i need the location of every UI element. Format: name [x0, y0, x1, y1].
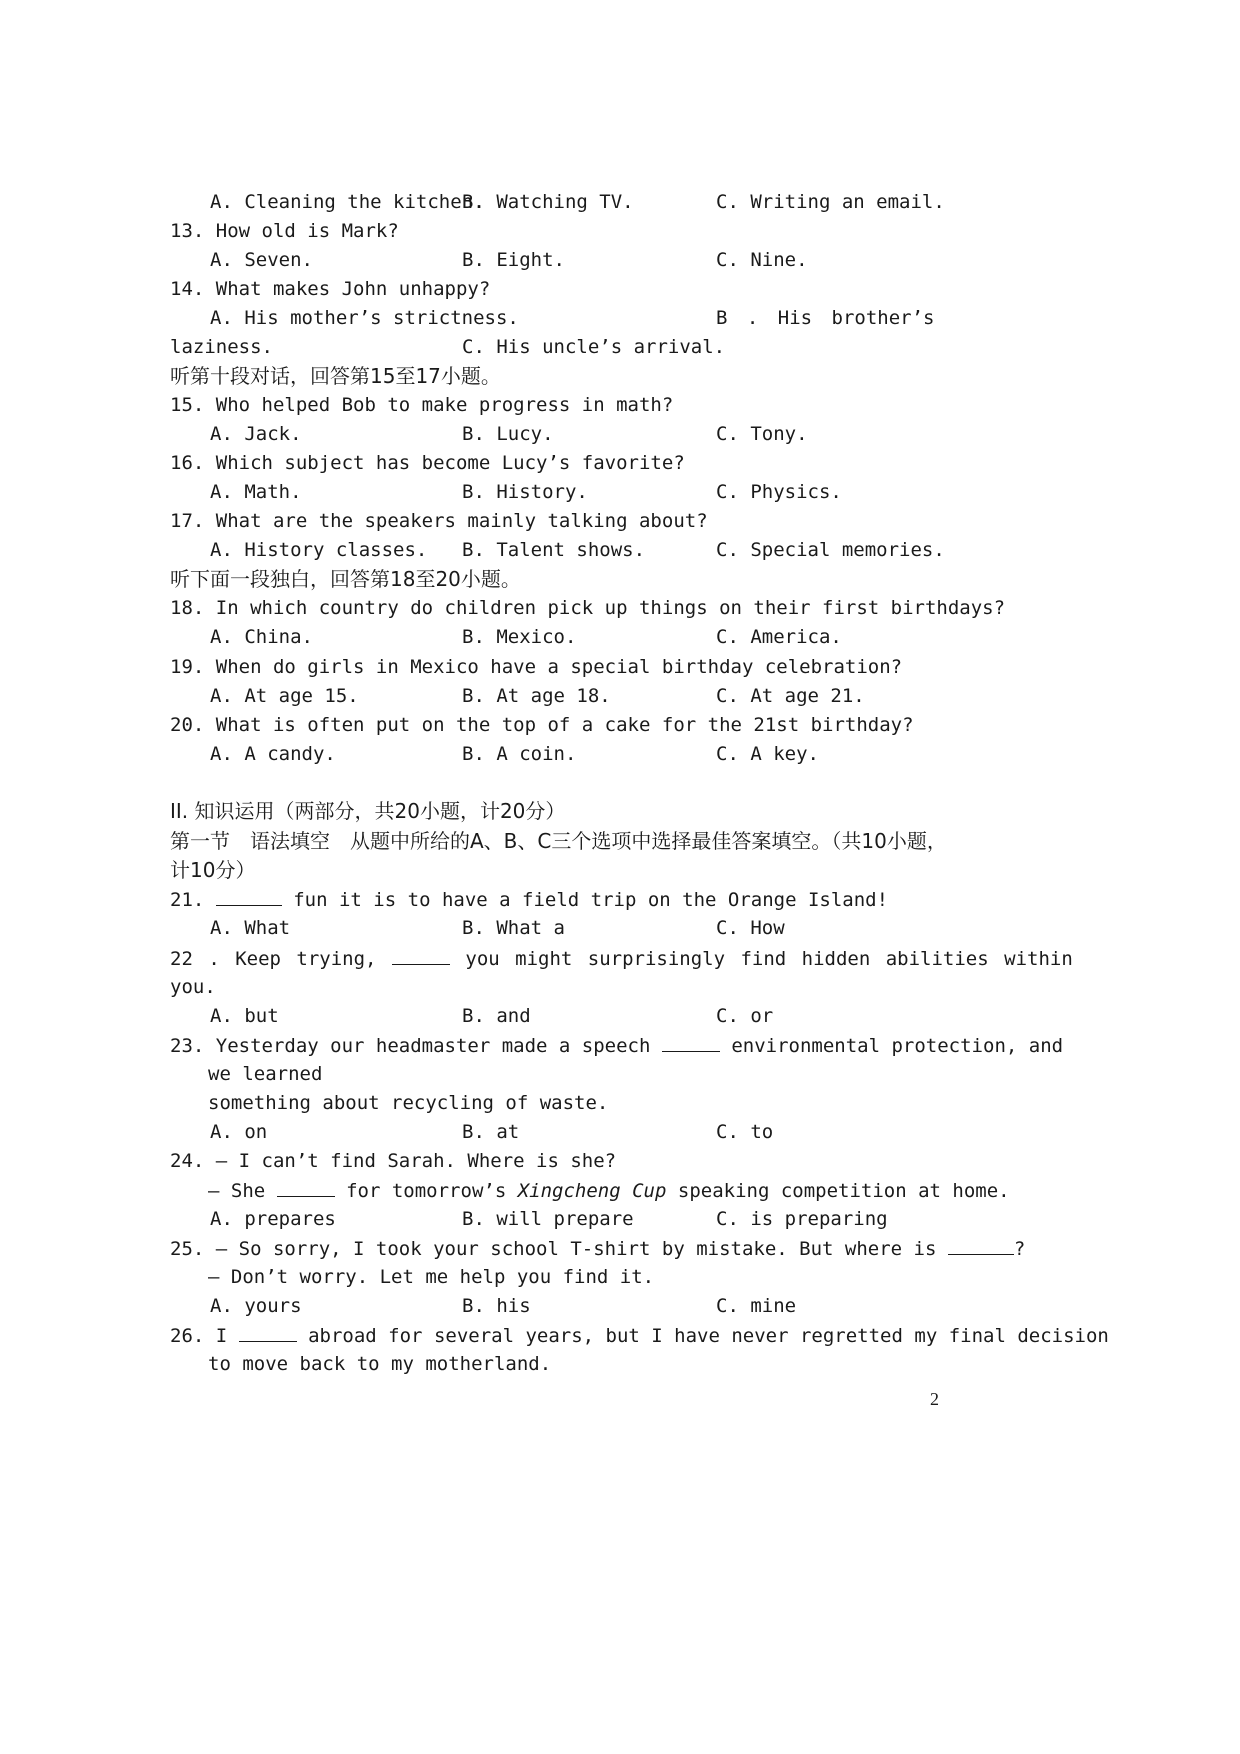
q19-option-b: B. At age 18.	[462, 685, 611, 707]
q15-stem: 15. Who helped Bob to make progress in math?	[170, 394, 674, 416]
q26-stem-cont: to move back to my motherland.	[208, 1353, 552, 1375]
q13-option-b: B. Eight.	[462, 249, 565, 271]
q25-dialogue-line1	[170, 1236, 1025, 1261]
q18-stem: 18. In which country do children pick up things on their first birthdays?	[170, 597, 1006, 619]
q22-option-a: A. but	[210, 1005, 279, 1027]
answer-blank	[239, 1323, 297, 1342]
q24-text-after: speaking competition at home.	[677, 1180, 1010, 1202]
q21-option-a: A. What	[210, 917, 291, 939]
q16-stem: 16. Which subject has become Lucy’s favorite?	[170, 452, 685, 474]
q13-option-a: A. Seven.	[210, 249, 313, 271]
answer-blank	[662, 1033, 720, 1052]
q12-option-a: A. Cleaning the kitchen.	[210, 191, 485, 213]
q21-number: 21.	[170, 889, 205, 911]
q16-option-b: B. History.	[462, 481, 588, 503]
q23-option-b: B. at	[462, 1121, 520, 1143]
q15-option-b: B. Lucy.	[462, 423, 554, 445]
q24-option-a: A. prepares	[210, 1208, 336, 1230]
q20-option-a: A. A candy.	[210, 743, 336, 765]
q23-stem-cont-2: something about recycling of waste.	[208, 1092, 609, 1114]
section1-instruction: 第一节 语法填空 从题中所给的A、B、C三个选项中选择最佳答案填空。（共10小题，	[170, 829, 947, 853]
q26-text-after: abroad for several years, but I have never regretted my final decision	[308, 1325, 1109, 1347]
q24-dialogue-line2	[208, 1178, 1010, 1203]
q21-option-b: B. What a	[462, 917, 565, 939]
q21-stem	[170, 887, 888, 912]
answer-blank	[216, 887, 282, 906]
q22-text-after: you might surprisingly find hidden abilities within	[465, 948, 1073, 970]
q25-text-after: ?	[1013, 1238, 1026, 1260]
q24-text-before: — She	[208, 1180, 266, 1202]
q13-option-c: C. Nine.	[716, 249, 808, 271]
q16-option-a: A. Math.	[210, 481, 302, 503]
q20-stem: 20. What is often put on the top of a cake for the 21st birthday?	[170, 714, 914, 736]
q12-option-c: C. Writing an email.	[716, 191, 945, 213]
q25-option-a: A. yours	[210, 1295, 302, 1317]
q25-option-b: B. his	[462, 1295, 531, 1317]
q17-option-b: B. Talent shows.	[462, 539, 646, 561]
q23-option-a: A. on	[210, 1121, 268, 1143]
q21-option-c: C. How	[716, 917, 785, 939]
q23-text-after: environmental protection, and	[731, 1035, 1064, 1057]
q18-option-b: B. Mexico.	[462, 626, 577, 648]
monologue-instruction: 听下面一段独白，回答第18至20小题。	[170, 567, 521, 591]
q18-option-c: C. America.	[716, 626, 842, 648]
q22-stem-cont: you.	[170, 976, 216, 998]
answer-blank	[392, 946, 450, 965]
answer-blank	[277, 1178, 335, 1197]
q24-text-mid: for tomorrow’s	[346, 1180, 507, 1202]
q26-stem	[170, 1323, 1109, 1348]
q22-stem	[170, 946, 1073, 971]
q24-competition-name: Xingcheng Cup	[517, 1180, 667, 1202]
part2-title: II. 知识运用（两部分，共20小题，计20分）	[170, 799, 566, 823]
q20-option-c: C. A key.	[716, 743, 819, 765]
q23-stem	[170, 1033, 1063, 1058]
q15-option-a: A. Jack.	[210, 423, 302, 445]
q24-option-b: B. will prepare	[462, 1208, 634, 1230]
q14-stem: 14. What makes John unhappy?	[170, 278, 491, 300]
q14-option-b-cont: laziness.	[170, 336, 273, 358]
q12-option-b: B. Watching TV.	[462, 191, 634, 213]
q22-text-before: 22 . Keep trying,	[170, 948, 377, 970]
q14-option-a: A. His mother’s strictness.	[210, 307, 519, 329]
q21-text: fun it is to have a field trip on the Orange Island!	[293, 889, 889, 911]
q14-option-c: C. His uncle’s arrival.	[462, 336, 726, 358]
q22-option-b: B. and	[462, 1005, 531, 1027]
q19-option-a: A. At age 15.	[210, 685, 359, 707]
q25-text-before: 25. — So sorry, I took your school T-shirt by mistake. But where is	[170, 1238, 937, 1260]
section1-instruction-cont: 计10分）	[170, 858, 256, 882]
q14-option-b: B . His brother’s	[716, 307, 935, 329]
q15-option-c: C. Tony.	[716, 423, 808, 445]
q24-option-c: C. is preparing	[716, 1208, 888, 1230]
q17-stem: 17. What are the speakers mainly talking about?	[170, 510, 708, 532]
q17-option-c: C. Special memories.	[716, 539, 945, 561]
q18-option-a: A. China.	[210, 626, 313, 648]
q13-stem: 13. How old is Mark?	[170, 220, 399, 242]
q16-option-c: C. Physics.	[716, 481, 842, 503]
q19-stem: 19. When do girls in Mexico have a special birthday celebration?	[170, 656, 903, 678]
q17-option-a: A. History classes.	[210, 539, 428, 561]
q23-text-before: 23. Yesterday our headmaster made a speech	[170, 1035, 651, 1057]
q23-option-c: C. to	[716, 1121, 774, 1143]
q22-option-c: C. or	[716, 1005, 774, 1027]
section-10-instruction: 听第十段对话，回答第15至17小题。	[170, 364, 501, 388]
q23-stem-cont: we learned	[208, 1063, 323, 1085]
q25-option-c: C. mine	[716, 1295, 797, 1317]
page-number: 2	[930, 1389, 939, 1409]
q20-option-b: B. A coin.	[462, 743, 577, 765]
q25-dialogue-line2: — Don’t worry. Let me help you find it.	[208, 1266, 655, 1288]
answer-blank	[948, 1236, 1014, 1255]
q26-text-before: 26. I	[170, 1325, 228, 1347]
q24-dialogue-line1: 24. — I can’t find Sarah. Where is she?	[170, 1150, 617, 1172]
q19-option-c: C. At age 21.	[716, 685, 865, 707]
